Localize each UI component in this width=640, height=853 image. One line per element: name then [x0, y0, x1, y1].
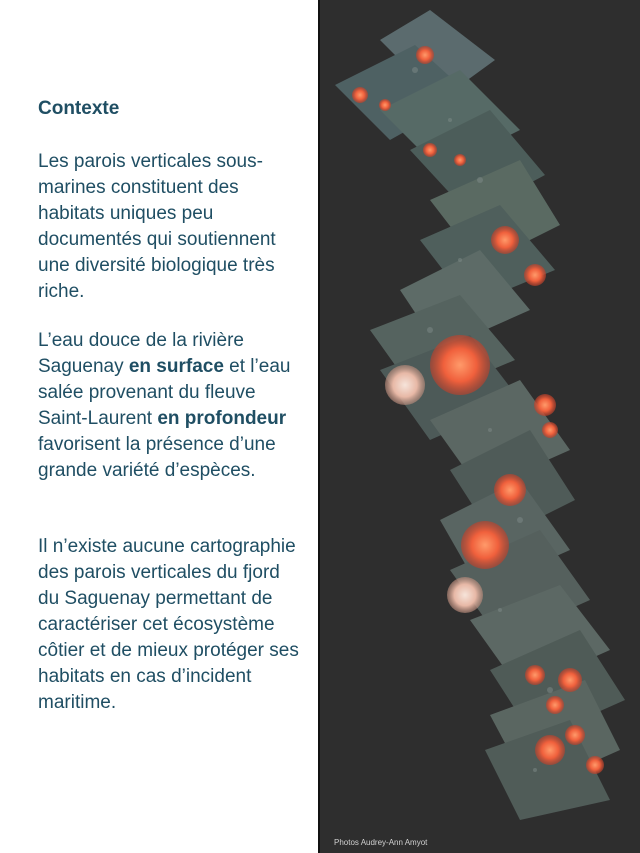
mosaic-tiles	[335, 10, 625, 820]
text-panel	[0, 0, 318, 853]
paragraph-water-layers	[38, 328, 300, 484]
paragraph-habitats: Les parois verticales sous-marines constituent des habitats uniques peu documentés qui soutiennent une diversité biologique très riche.	[38, 151, 276, 302]
photo-credit: Photos Audrey-Ann Amyot	[334, 838, 428, 847]
underwater-photo-mosaic	[320, 0, 640, 853]
paragraph-text: favorisent la présence d’une grande variété d’espèces.	[38, 434, 276, 481]
emphasis-depth: en profondeur	[157, 408, 287, 429]
paragraph-cartography: Il n’existe aucune cartographie des parois verticales du fjord du Saguenay permettant de caractériser cet écosystème côtier et de mieux protéger ses habitats en cas d’incident maritime.	[38, 536, 299, 713]
section-heading: Contexte	[38, 98, 120, 119]
emphasis-surface: en surface	[128, 356, 224, 377]
paragraph-text: L’eau douce de la rivière Saguenay	[38, 330, 244, 377]
paragraph-text: et l’eau salée provenant du fleuve Saint-Laurent	[38, 356, 291, 429]
photo-mosaic-panel	[318, 0, 640, 853]
